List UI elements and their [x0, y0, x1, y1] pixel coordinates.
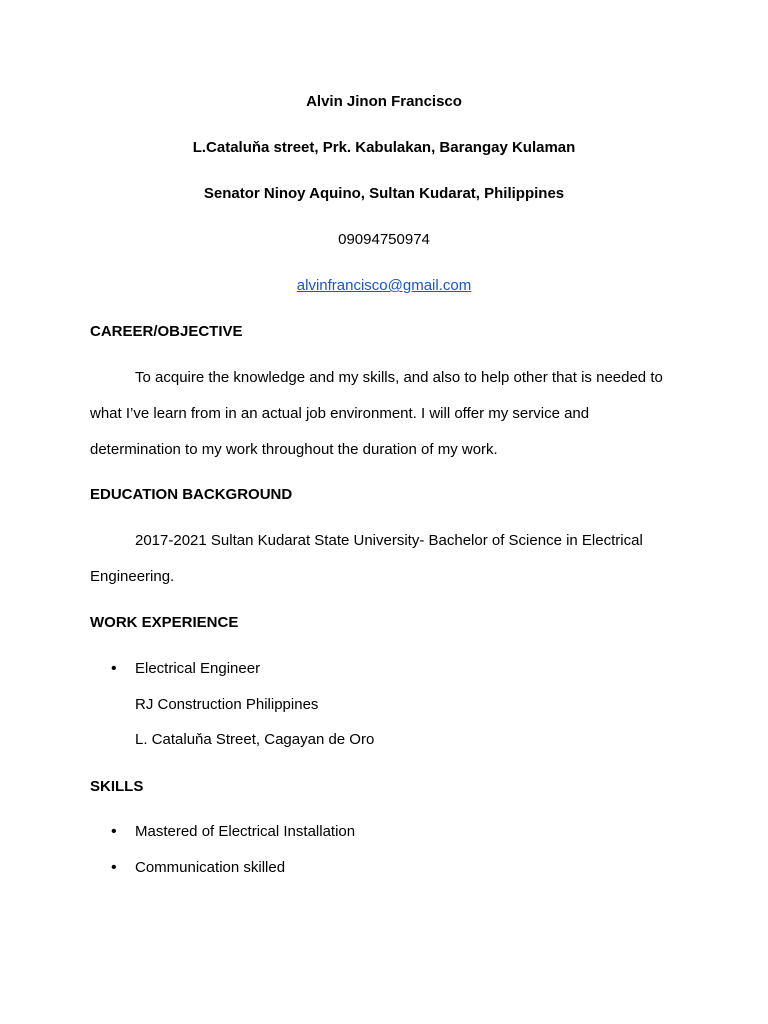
education-text-line-2: Engineering.: [90, 568, 175, 585]
phone-number: 09094750974: [338, 231, 430, 248]
email-wrapper: [0, 276, 768, 296]
skill-bullet-1: •: [111, 823, 117, 840]
career-text-line-3: determination to my work throughout the duration of my work.: [90, 441, 498, 458]
address-line-1: L.Cataluňa street, Prk. Kabulakan, Barangay Kulaman: [192, 139, 576, 156]
work-company: RJ Construction Philippines: [135, 696, 319, 713]
career-text-line-1: To acquire the knowledge and my skills, and also to help other that is needed to: [135, 369, 663, 386]
email-link[interactable]: alvinfrancisco@gmail.com: [296, 277, 472, 294]
work-position: Electrical Engineer: [135, 660, 261, 677]
skill-item-1: Mastered of Electrical Installation: [135, 823, 356, 840]
skill-bullet-2: •: [111, 859, 117, 876]
applicant-name: Alvin Jinon Francisco: [306, 93, 462, 110]
career-text-line-2: what I’ve learn from in an actual job environment. I will offer my service and: [90, 405, 590, 422]
skills-heading: SKILLS: [90, 778, 144, 795]
work-bullet: •: [111, 660, 117, 677]
education-heading: EDUCATION BACKGROUND: [90, 486, 293, 503]
work-heading: WORK EXPERIENCE: [90, 614, 239, 631]
education-text-line-1: 2017-2021 Sultan Kudarat State University- Bachelor of Science in Electrical: [135, 532, 643, 549]
career-heading: CAREER/OBJECTIVE: [90, 323, 243, 340]
work-location: L. Cataluňa Street, Cagayan de Oro: [135, 731, 375, 748]
address-line-2: Senator Ninoy Aquino, Sultan Kudarat, Philippines: [203, 185, 565, 202]
skill-item-2: Communication skilled: [135, 859, 286, 876]
